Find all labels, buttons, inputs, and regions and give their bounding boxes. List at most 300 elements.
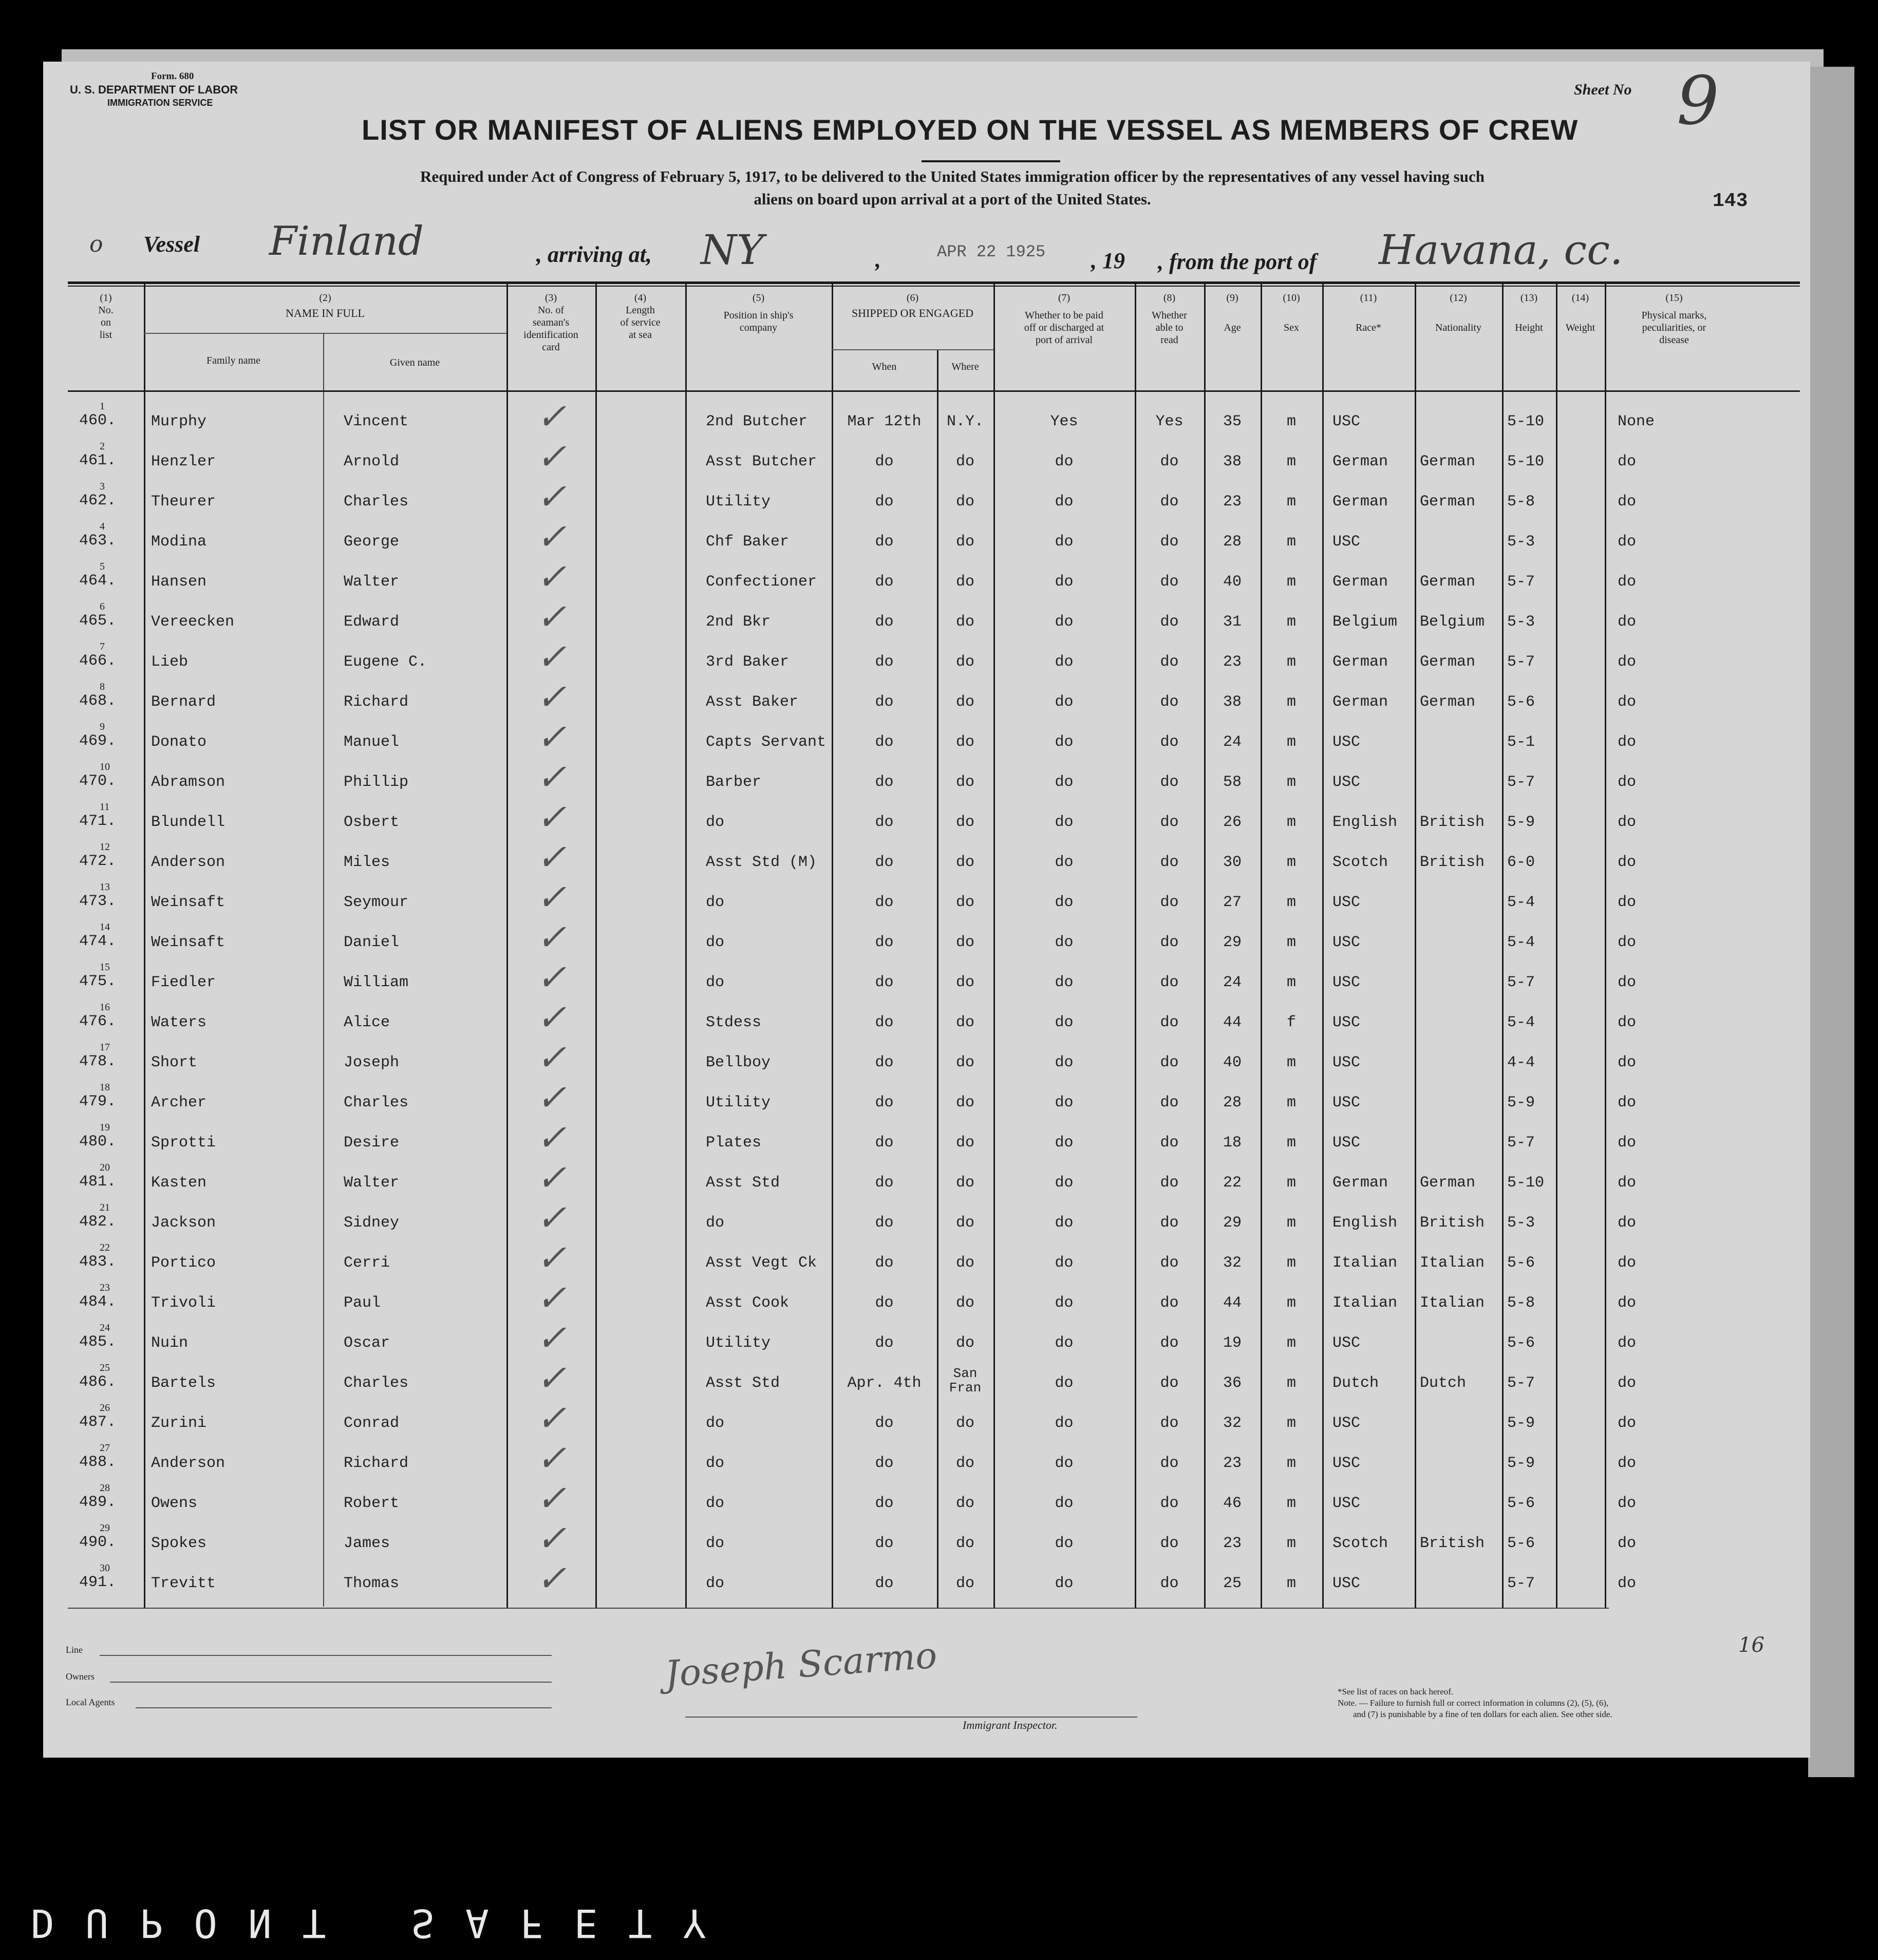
age: 26 [1223,814,1242,831]
col8-label-1: Whether [1152,310,1187,321]
able-to-read: do [1160,573,1179,591]
position: Utility [706,493,771,511]
col14-label: Weight [1565,322,1595,333]
col-line-1 [144,282,145,1608]
family-name: Weinsaft [151,894,226,911]
age: 40 [1223,573,1242,591]
physical-marks: do [1618,894,1637,911]
age: 58 [1223,774,1242,791]
position: 2nd Bkr [706,613,771,631]
sex: m [1286,1415,1296,1432]
agents-rule [136,1707,552,1708]
list-number: 483. [79,1253,117,1271]
col1-header [68,292,144,341]
col3-header [506,292,595,353]
nationality: British [1420,814,1485,831]
nationality: British [1420,1214,1485,1232]
able-to-read: do [1160,854,1179,871]
age: 38 [1223,693,1242,711]
col3-label-1: No. of [537,305,565,316]
physical-marks: do [1618,1334,1637,1352]
inspector-label: Immigrant Inspector. [963,1719,1058,1731]
col6-num: (6) [906,292,919,304]
check-mark-icon: ✓ [536,1077,567,1119]
shipped-where: San Fran [949,1366,982,1395]
sex: m [1286,693,1296,711]
nationality: Belgium [1420,613,1485,631]
col-line-11 [1415,282,1416,1608]
paid-off: do [1055,1294,1074,1312]
nationality: Dutch [1420,1374,1467,1392]
col-line-2 [506,282,508,1608]
inspector-rule [685,1717,1137,1718]
paid-off: do [1055,894,1074,911]
age: 35 [1223,413,1242,430]
local-agents-label: Local Agents [66,1697,115,1707]
shipped-where: do [955,493,974,511]
fine-note-2: and (7) is punishable by a fine of ten dollars for each alien. See other side. [1353,1709,1612,1719]
shipped-where: do [955,1535,974,1552]
family-name: Short [151,1054,198,1071]
age: 28 [1223,533,1242,551]
age: 24 [1223,974,1242,991]
sex: m [1286,974,1296,991]
family-name: Lieb [151,653,189,671]
nationality: Italian [1420,1294,1485,1312]
height: 5-4 [1507,894,1535,911]
row-index: 30 [100,1562,110,1574]
height: 5-9 [1507,1455,1535,1472]
paid-off: do [1055,1254,1074,1272]
col3-label-2: seaman's [532,317,570,328]
department-name: U. S. DEPARTMENT OF LABOR [70,83,238,96]
height: 5-6 [1507,1334,1535,1352]
service-name: IMMIGRATION SERVICE [107,98,213,108]
row-index: 20 [100,1162,110,1173]
check-mark-icon: ✓ [536,1437,567,1479]
stamp-number: 143 [1713,190,1748,212]
shipped-when: do [875,1214,894,1232]
col-line-10 [1322,282,1324,1608]
shipped-header-split [832,349,993,350]
race: German [1332,493,1388,511]
family-name: Owens [151,1495,198,1512]
age: 44 [1223,1014,1242,1031]
list-number: 473. [79,893,117,910]
check-mark-icon: ✓ [536,716,567,758]
height: 5-7 [1507,573,1535,591]
line-rule [100,1655,552,1656]
height: 5-10 [1507,453,1545,470]
row-index: 17 [100,1042,110,1053]
given-name: Conrad [344,1415,400,1432]
given-name: Walter [344,1174,400,1192]
family-name: Portico [151,1254,216,1272]
check-mark-icon: ✓ [536,796,567,838]
shipped-where: do [955,894,974,911]
race: USC [1332,533,1361,551]
col10-label: Sex [1284,322,1299,333]
shipped-when: do [875,1054,894,1071]
paid-off: do [1055,1014,1074,1031]
given-name: Joseph [344,1054,400,1071]
race: Scotch [1332,854,1388,871]
col-line-12 [1502,282,1504,1608]
able-to-read: do [1160,774,1179,791]
row-index: 28 [100,1482,110,1494]
col4-header [595,292,685,341]
able-to-read: do [1160,453,1179,470]
position: do [706,814,725,831]
sex: m [1286,573,1296,591]
col5-header [685,292,832,334]
family-name: Jackson [151,1214,216,1232]
race: USC [1332,974,1361,991]
position: Utility [706,1334,771,1352]
paid-off: do [1055,1415,1074,1432]
check-mark-icon: ✓ [536,1477,567,1519]
nationality: German [1420,493,1476,511]
race: USC [1332,1415,1361,1432]
list-number: 464. [79,572,117,590]
check-mark-icon: ✓ [536,395,567,438]
paid-off: Yes [1050,413,1078,430]
age: 23 [1223,493,1242,511]
row-index: 29 [100,1522,110,1534]
given-name: Osbert [344,814,400,831]
shipped-when: do [875,1014,894,1031]
physical-marks: do [1618,1495,1637,1512]
able-to-read: do [1160,1014,1179,1031]
physical-marks: do [1618,1174,1637,1192]
shipped-when: do [875,693,894,711]
check-mark-icon: ✓ [536,1117,567,1159]
age: 31 [1223,613,1242,631]
check-mark-icon: ✓ [536,596,567,638]
given-name-header: Given name [389,357,440,368]
list-number: 462. [79,492,117,510]
able-to-read: do [1160,1575,1179,1592]
check-mark-icon: ✓ [536,1397,567,1439]
given-name: Vincent [344,413,409,430]
check-mark-icon: ✓ [536,676,567,718]
race: USC [1332,1334,1361,1352]
shipped-where: do [955,1214,974,1232]
able-to-read: do [1160,1294,1179,1312]
col15-label-3: disease [1659,334,1689,346]
given-name: William [344,974,409,991]
nationality: British [1420,854,1485,871]
given-name: Charles [344,493,409,511]
height: 5-4 [1507,1014,1535,1031]
col-line-13 [1556,282,1557,1608]
physical-marks: do [1618,573,1637,591]
height: 5-6 [1507,1254,1535,1272]
shipped-where: do [955,453,974,470]
family-name: Donato [151,733,207,751]
check-mark-icon: ✓ [536,956,567,998]
row-index: 4 [100,521,105,532]
height: 5-6 [1507,1495,1535,1512]
age: 23 [1223,1535,1242,1552]
physical-marks: do [1618,974,1637,991]
shipped-when: do [875,1415,894,1432]
able-to-read: do [1160,934,1179,951]
sheet-label: Sheet No [1574,81,1632,98]
height: 5-6 [1507,1535,1535,1552]
list-number: 476. [79,1013,117,1030]
age: 28 [1223,1094,1242,1111]
family-name: Weinsaft [151,934,226,951]
col12-header [1415,292,1502,334]
given-name: Robert [344,1495,400,1512]
given-name: Arnold [344,453,400,470]
sex: m [1286,1495,1296,1512]
height: 6-0 [1507,854,1535,871]
race: English [1332,814,1398,831]
row-index: 22 [100,1242,110,1253]
age: 32 [1223,1254,1242,1272]
col7-num: (7) [1058,292,1071,304]
paid-off: do [1055,974,1074,991]
race: USC [1332,733,1361,751]
paid-off: do [1055,1374,1074,1392]
given-name: Daniel [344,934,400,951]
physical-marks: do [1618,1254,1637,1272]
col2-label: NAME IN FULL [286,307,365,319]
given-name: Eugene C. [344,653,427,671]
sex: m [1286,854,1296,871]
shipped-where: do [955,814,974,831]
position: do [706,894,725,911]
height: 5-7 [1507,1134,1535,1152]
col3-label-3: identification [523,329,578,341]
sex: m [1286,1334,1296,1352]
paid-off: do [1055,1334,1074,1352]
shipped-where: do [955,613,974,631]
col5-label-2: company [739,322,778,333]
shipped-when: do [875,1094,894,1111]
age: 27 [1223,894,1242,911]
able-to-read: do [1160,1254,1179,1272]
height: 5-10 [1507,1174,1545,1192]
requirement-text [238,165,1666,211]
position: Bellboy [706,1054,771,1071]
age: 32 [1223,1415,1242,1432]
col14-header [1556,292,1605,334]
family-name: Abramson [151,774,226,791]
film-edge-text: DUPONT SAFETY [31,1900,737,1946]
nationality: German [1420,453,1476,470]
position: Barber [706,774,762,791]
shipped-where: do [955,1254,974,1272]
list-number: 484. [79,1293,117,1311]
col15-label-1: Physical marks, [1641,310,1707,321]
shipped-when: do [875,1134,894,1152]
race: Scotch [1332,1535,1388,1552]
paid-off: do [1055,814,1074,831]
list-number: 460. [79,412,117,429]
list-number: 491. [79,1574,117,1591]
age: 19 [1223,1334,1242,1352]
check-mark-icon: ✓ [536,1157,567,1199]
shipped-when: Apr. 4th [847,1374,922,1392]
given-name: Sidney [344,1214,400,1232]
list-number: 489. [79,1494,117,1511]
col4-label-3: at sea [629,329,652,341]
able-to-read: do [1160,533,1179,551]
height: 5-8 [1507,493,1535,511]
shipped-when: do [875,1294,894,1312]
row-index: 8 [100,681,105,692]
race: USC [1332,1014,1361,1031]
inspector-signature: Joseph Scarmo [663,1634,938,1695]
nationality: German [1420,573,1476,591]
race: USC [1332,1575,1361,1592]
table-top-rule-thin [68,286,1800,287]
col7-label-1: Whether to be paid [1025,310,1103,321]
row-index: 18 [100,1082,110,1093]
physical-marks: do [1618,1214,1637,1232]
able-to-read: do [1160,974,1179,991]
paid-off: do [1055,733,1074,751]
sex: m [1286,413,1296,430]
shipped-where: do [955,854,974,871]
height: 5-7 [1507,774,1535,791]
row-index: 27 [100,1442,110,1454]
paid-off: do [1055,1575,1074,1592]
sex: m [1286,934,1296,951]
age: 30 [1223,854,1242,871]
physical-marks: do [1618,493,1637,511]
position: Chf Baker [706,533,790,551]
shipped-when: do [875,934,894,951]
shipped-when: do [875,814,894,831]
arriving-port: NY [701,226,764,274]
given-name: Edward [344,613,400,631]
form-number: Form. 680 [151,71,194,82]
given-name: Alice [344,1014,390,1031]
age: 25 [1223,1575,1242,1592]
age: 38 [1223,453,1242,470]
sex: m [1286,1374,1296,1392]
sex: m [1286,1294,1296,1312]
paid-off: do [1055,854,1074,871]
family-name: Vereecken [151,613,235,631]
col10-num: (10) [1283,292,1300,304]
shipped-where: do [955,1334,974,1352]
physical-marks: do [1618,1455,1637,1472]
comma-separator: , [875,247,881,272]
physical-marks: do [1618,1014,1637,1031]
name-header-split [144,333,506,334]
shipped-where: do [955,573,974,591]
given-name: George [344,533,400,551]
given-name: James [344,1535,390,1552]
family-name: Bartels [151,1374,216,1392]
col1-label-b: on [101,317,111,328]
check-mark-icon: ✓ [536,756,567,798]
row-index: 5 [100,561,105,572]
family-name: Hansen [151,573,207,591]
shipped-when: do [875,1334,894,1352]
race: English [1332,1214,1398,1232]
given-name: Thomas [344,1575,400,1592]
check-mark-icon: ✓ [536,876,567,918]
position: Asst Std [706,1374,780,1392]
col1-label-c: list [99,329,112,341]
physical-marks: do [1618,1575,1637,1592]
col1-num: (1) [100,292,112,304]
sex: m [1286,1174,1296,1192]
col7-header [993,292,1135,346]
check-mark-icon: ✓ [536,1517,567,1559]
sex: m [1286,814,1296,831]
family-name: Kasten [151,1174,207,1192]
height: 5-6 [1507,693,1535,711]
shipped-where: N.Y. [946,413,984,430]
physical-marks: do [1618,1535,1637,1552]
shipped-where: do [955,1174,974,1192]
given-name: Charles [344,1094,409,1111]
check-mark-icon: ✓ [536,916,567,958]
arriving-label: , arriving at, [536,242,652,267]
row-index: 23 [100,1282,110,1293]
row-index: 1 [100,401,105,412]
able-to-read: do [1160,1334,1179,1352]
col5-num: (5) [752,292,765,304]
sex: m [1286,453,1296,470]
family-name: Anderson [151,1455,226,1472]
from-port: Havana, cc. [1379,226,1623,274]
position: Plates [706,1134,762,1152]
col11-header [1322,292,1415,334]
height: 4-4 [1507,1054,1535,1071]
race: USC [1332,1054,1361,1071]
check-mark-icon: ✓ [536,476,567,518]
race: USC [1332,1094,1361,1111]
col4-label-1: Length [626,305,655,316]
able-to-read: do [1160,733,1179,751]
shipped-where: do [955,1134,974,1152]
col13-header [1502,292,1556,334]
list-number: 472. [79,853,117,870]
col6-header [832,292,993,319]
sex: m [1286,1134,1296,1152]
height: 5-9 [1507,814,1535,831]
paid-off: do [1055,774,1074,791]
race: German [1332,653,1388,671]
age: 22 [1223,1174,1242,1192]
hole-punch-mark: o [89,231,103,257]
physical-marks: None [1618,413,1655,430]
shipped-when: do [875,453,894,470]
vessel-name: Finland [269,218,424,265]
able-to-read: do [1160,1535,1179,1552]
list-number: 479. [79,1093,117,1110]
check-mark-icon: ✓ [536,996,567,1039]
race: USC [1332,1455,1361,1472]
shipped-when: do [875,1254,894,1272]
position: Capts Servant [706,733,827,751]
given-name: Manuel [344,733,400,751]
sex: m [1286,774,1296,791]
family-name: Anderson [151,854,226,871]
shipped-where: do [955,1455,974,1472]
col-line-3 [595,282,597,1608]
row-index: 7 [100,641,105,652]
family-name: Sprotti [151,1134,216,1152]
